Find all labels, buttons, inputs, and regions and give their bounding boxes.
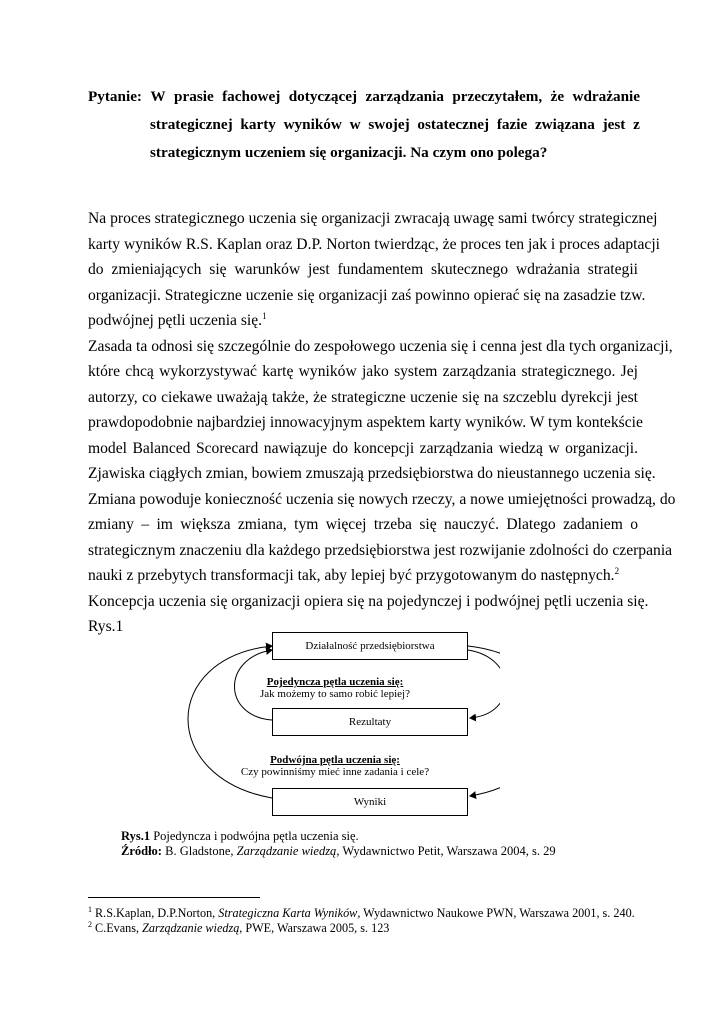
single-loop-question: Jak możemy to samo robić lepiej? [260, 688, 410, 700]
text-line-content: strategicznym znaczeniu dla każdego przedsiębiorstwa jest rozwijanie zdolności do czerpania [88, 541, 673, 559]
text-line [88, 487, 676, 513]
word: fachowej [222, 88, 281, 105]
text-line [88, 283, 646, 309]
source-label: Źródło: [121, 844, 162, 858]
footnote-2 [88, 921, 635, 936]
question-line-2 [88, 111, 640, 139]
footnote-text: R.S.Kaplan, D.P.Norton, [92, 906, 219, 920]
text-line-content: zmiany – im większa zmiana, tym więcej trzeba się nauczyć. Dlatego zadaniem o [88, 516, 638, 533]
text-line [88, 410, 643, 436]
footnote-ref-2[interactable]: 2 [614, 566, 620, 576]
footnote-number: 1 [88, 905, 92, 914]
caption-text: Pojedyncza i podwójna pętla uczenia się. [150, 829, 359, 843]
text-line [88, 359, 638, 385]
text-line: nauki z przebytych transformacji tak, aby lepiej być przygotowanym do następnych. [88, 567, 615, 584]
word: wdrażanie [572, 88, 640, 105]
text-line [88, 232, 661, 258]
learning-loop-diagram [170, 628, 500, 828]
text-line [88, 512, 638, 538]
text-line-content: karty wyników R.S. Kaplan oraz D.P. Norton twierdząc, że proces ten jak i proces adaptacji [88, 235, 661, 253]
question-line-3: strategicznym uczeniem się organizacji. Na czym ono polega? [150, 144, 548, 161]
footnotes [88, 906, 635, 936]
caption-label: Rys.1 [121, 829, 151, 843]
word: swojej [368, 116, 410, 133]
word: W [150, 88, 166, 105]
caption-line-1 [121, 829, 556, 844]
footnote-title: Zarządzanie wiedzą [142, 921, 240, 935]
figure-caption [121, 829, 556, 859]
text-line-content: Koncepcja uczenia się organizacji opiera się na pojedynczej i podwójnej pętli uczenia się. [88, 592, 649, 610]
text-line [88, 206, 658, 232]
text-line-content: autorzy, co ciekawe uważają także, że strategiczne uczenie się na szczeblu dyrekcji jest [88, 388, 638, 406]
word: ostatecznej [417, 116, 490, 133]
question-line-1 [88, 83, 640, 111]
footnote-text: , PWE, Warszawa 2005, s. 123 [239, 921, 390, 935]
double-loop-question: Czy powinniśmy mieć inne zadania i cele? [240, 766, 430, 778]
footnote-text: , Wydawnictwo Naukowe PWN, Warszawa 2001, s. 240. [357, 906, 635, 920]
text-line [88, 436, 638, 462]
source-title: Zarządzanie wiedzą [236, 844, 337, 858]
word: z [633, 116, 640, 133]
text-line-content: prawdopodobnie najbardziej innowacyjnym aspektem karty wyników. W tym kontekście [88, 414, 643, 431]
text-line-content: Zasada ta odnosi się szczególnie do zespołowego uczenia się i cenna jest dla tych organizacji, [88, 337, 673, 355]
footnote-ref-1[interactable]: 1 [262, 311, 267, 321]
caption-line-2 [121, 844, 556, 859]
text-line-content: organizacji. Strategiczne uczenie się organizacji zaś powinno opierać się na zasadzie tzw. [88, 286, 646, 304]
text-line [88, 538, 673, 564]
paragraph-2-last-line [88, 563, 638, 589]
word: w [349, 116, 361, 133]
paragraph-1 [88, 206, 661, 308]
footnote-title: Strategiczna Karta Wyników [218, 906, 358, 920]
paragraph-2 [88, 334, 676, 564]
text-line [88, 257, 638, 283]
question-block [88, 83, 640, 167]
footnote-separator [88, 897, 260, 898]
word: wyników [283, 116, 342, 133]
source-author: B. Gladstone, [161, 844, 237, 858]
text-line-content: które chcą wykorzystywać kartę wyników jako system zarządzania strategicznego. Jej [88, 363, 638, 380]
body-text [88, 206, 676, 640]
word: związana [534, 116, 595, 133]
double-loop-title: Podwójna pętla uczenia się: [270, 754, 400, 766]
word: przeczytałem, [452, 88, 543, 105]
paragraph-3-line [88, 589, 649, 615]
text-line: podwójnej pętli uczenia się. [88, 312, 263, 329]
paragraph-1-last-line [88, 308, 638, 334]
text-line-content: Na proces strategicznego uczenia się organizacji zwracają uwagę sami twórcy strategicznej [88, 210, 658, 227]
word: karty [240, 116, 276, 133]
source-rest: , Wydawnictwo Petit, Warszawa 2004, s. 29 [336, 844, 556, 858]
single-loop-label [170, 676, 500, 700]
text-line [88, 461, 656, 487]
word: że [550, 88, 565, 105]
word: prasie [174, 88, 214, 105]
double-loop-label [170, 754, 500, 778]
text-line-content: Zjawiska ciągłych zmian, bowiem zmuszają przedsiębiorstwa do nieustannego uczenia się. [88, 465, 656, 482]
single-loop-title: Pojedyncza pętla uczenia się: [266, 676, 404, 688]
figure-reference: Rys.1 [88, 618, 124, 635]
word: Pytanie: [88, 88, 142, 105]
text-line-content: Zmiana powoduje konieczność uczenia się nowych rzeczy, a nowe umiejętności prowadzą, do [88, 490, 676, 508]
text-line [88, 334, 673, 360]
footnote-1 [88, 906, 635, 921]
text-line-content: do zmieniających się warunków jest fundamentem skutecznego wdrażania strategii [88, 261, 638, 278]
footnote-number: 2 [88, 920, 92, 929]
word: jest [602, 116, 626, 133]
text-line [88, 385, 638, 411]
word: zarządzania [365, 88, 444, 105]
box-outcomes: Wyniki [272, 788, 468, 816]
box-business-activity: Działalność przedsiębiorstwa [272, 632, 468, 660]
word: dotyczącej [288, 88, 358, 105]
text-line-content: model Balanced Scorecard nawiązuje do koncepcji zarządzania wiedzą w organizacji. [88, 439, 638, 457]
word: fazie [496, 116, 528, 133]
footnote-text: C.Evans, [92, 921, 143, 935]
box-results: Rezultaty [272, 708, 468, 736]
word: strategicznej [150, 116, 233, 133]
